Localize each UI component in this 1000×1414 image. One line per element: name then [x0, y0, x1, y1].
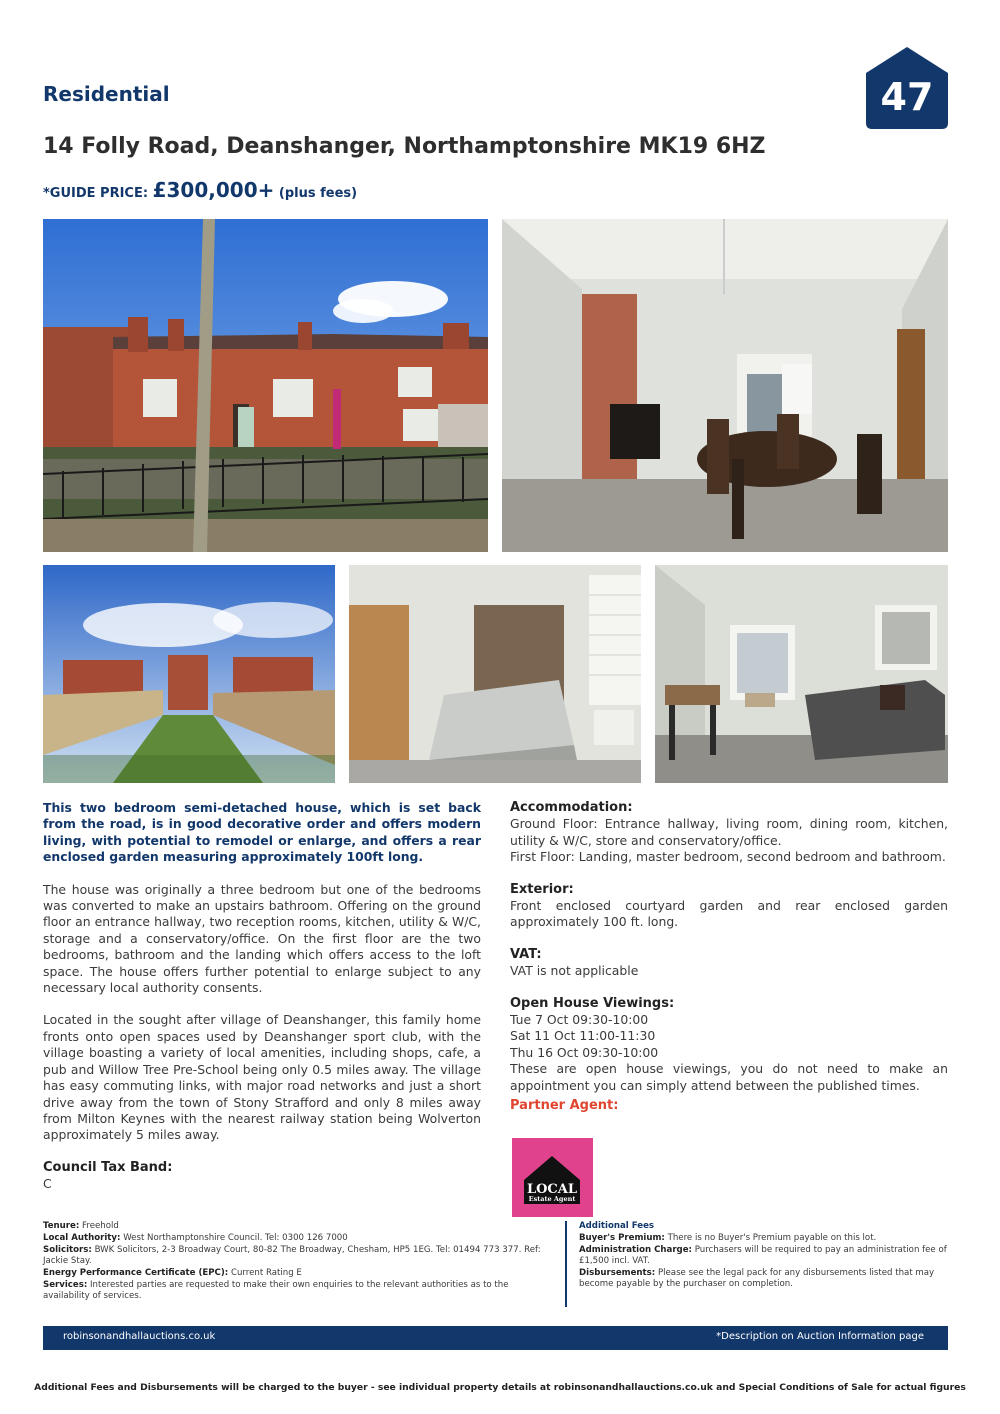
exterior-front-photo [43, 219, 488, 552]
partner-logo-line1: LOCAL [526, 1182, 578, 1197]
admin-charge-label: Administration Charge: [579, 1245, 692, 1255]
buyers-premium-value: There is no Buyer's Premium payable on this lot. [667, 1233, 877, 1243]
disbursements-value: Please see the legal pack for any disbursements listed that may become payable by the purchaser on completion. [579, 1268, 935, 1289]
guide-price-value: £300,000+ [152, 178, 275, 202]
partner-agent-heading: Partner Agent: [510, 1098, 619, 1114]
property-address: 14 Folly Road, Deanshanger, Northamptonshire MK19 6HZ [43, 134, 766, 159]
rear-garden-photo [43, 565, 335, 783]
footer-website-link[interactable]: robinsonandhallauctions.co.uk [63, 1331, 216, 1342]
description-intro: This two bedroom semi-detached house, which is set back from the road, is in good decorative order and offers modern living, with potential to remodel or enlarge, and offers a rear enclosed garden measuring approximately 100ft long. [43, 800, 481, 865]
bedroom-photo [349, 565, 641, 783]
additional-fees-heading: Additional Fees [579, 1221, 655, 1231]
epc-value: Current Rating E [230, 1268, 302, 1278]
services-value: Interested parties are requested to make their own enquiries to the relevant authorities as to the availability of services. [43, 1280, 509, 1301]
lot-badge [866, 47, 948, 129]
house-logo-icon [512, 1138, 593, 1217]
dining-room-photo [502, 219, 948, 552]
admin-charge-value: Purchasers will be required to pay an administration fee of £1,500 incl. VAT. [579, 1245, 947, 1266]
description-paragraph-1: The house was originally a three bedroom but one of the bedrooms was converted to make an upstairs bathroom. Offering on the ground floor an entrance hallway, two reception rooms, kitchen, utility & W/C, storage and a conservatory/office. On the first floor are the two bedrooms, bathroom and the landing which offers access to the loft space. The house offers further potential to enlarge subject to any necessary local authority consents. [43, 881, 481, 996]
guide-price-suffix: (plus fees) [278, 186, 358, 201]
lot-number: 47 [880, 75, 934, 119]
guide-price-label: *GUIDE PRICE: [43, 186, 149, 201]
services-label: Services: [43, 1280, 88, 1290]
ground-floor-text: Ground Floor: Entrance hallway, living room, dining room, kitchen, utility & W/C, store and conservatory/office. [510, 816, 948, 848]
footer-bar [43, 1326, 948, 1350]
viewings-heading: Open House Viewings: [510, 995, 675, 1011]
viewing-slot: Sat 11 Oct 11:00-11:30 [510, 1028, 656, 1044]
vat-heading: VAT: [510, 946, 542, 962]
exterior-text: Front enclosed courtyard garden and rear enclosed garden approximately 100 ft. long. [510, 898, 948, 930]
details-column [510, 800, 948, 1115]
buyers-premium-label: Buyer's Premium: [579, 1233, 665, 1243]
tenure-value: Freehold [82, 1221, 119, 1231]
guide-price [43, 178, 357, 202]
tenure-label: Tenure: [43, 1221, 80, 1231]
exterior-heading: Exterior: [510, 881, 574, 897]
council-tax-value: C [43, 1176, 52, 1192]
legal-details [43, 1221, 553, 1303]
council-tax-heading: Council Tax Band: [43, 1159, 173, 1175]
description-column [43, 800, 481, 1193]
disbursements-label: Disbursements: [579, 1268, 656, 1278]
category-heading: Residential [43, 82, 170, 106]
description-paragraph-2: Located in the sought after village of Deanshanger, this family home fronts onto open spaces used by Deanshanger sport club, with the village boasting a variety of local amenities, including shops, cafe, a pub and Willow Tree Pre-School being only 0.5 miles away. The village has easy commuting links, with major road networks and just a short drive away from the town of Stony Strafford and only 8 miles away from Milton Keynes with the nearest railway station being Wolverton approximately 5 miles away. [43, 1012, 481, 1143]
first-floor-text: First Floor: Landing, master bedroom, second bedroom and bathroom. [510, 849, 946, 865]
solicitors-label: Solicitors: [43, 1245, 92, 1255]
accommodation-heading: Accommodation: [510, 800, 633, 815]
bottom-disclaimer: Additional Fees and Disbursements will be charged to the buyer - see individual property details at robinsonandhallauctions.co.uk and Special Conditions of Sale for actual figures [34, 1382, 966, 1393]
vat-text: VAT is not applicable [510, 963, 639, 979]
footer-note: *Description on Auction Information page [716, 1331, 924, 1342]
fine-print-divider [565, 1221, 567, 1307]
local-authority-value: West Northamptonshire Council. Tel: 0300 126 7000 [123, 1233, 348, 1243]
partner-logo-line2: Estate Agent [528, 1195, 576, 1203]
viewing-slot: Tue 7 Oct 09:30-10:00 [510, 1012, 649, 1028]
additional-fees [579, 1221, 948, 1291]
partner-agent-logo [512, 1138, 593, 1217]
viewings-note: These are open house viewings, you do not need to make an appointment you can simply attend between the published times. [510, 1061, 948, 1093]
solicitors-value: BWK Solicitors, 2-3 Broadway Court, 80-82 The Broadway, Chesham, HP5 1EG. Tel: 01494 773 377. Ref: Jackie Stay. [43, 1245, 541, 1266]
living-room-photo [655, 565, 948, 783]
epc-label: Energy Performance Certificate (EPC): [43, 1268, 229, 1278]
local-authority-label: Local Authority: [43, 1233, 121, 1243]
viewing-slot: Thu 16 Oct 09:30-10:00 [510, 1044, 659, 1060]
